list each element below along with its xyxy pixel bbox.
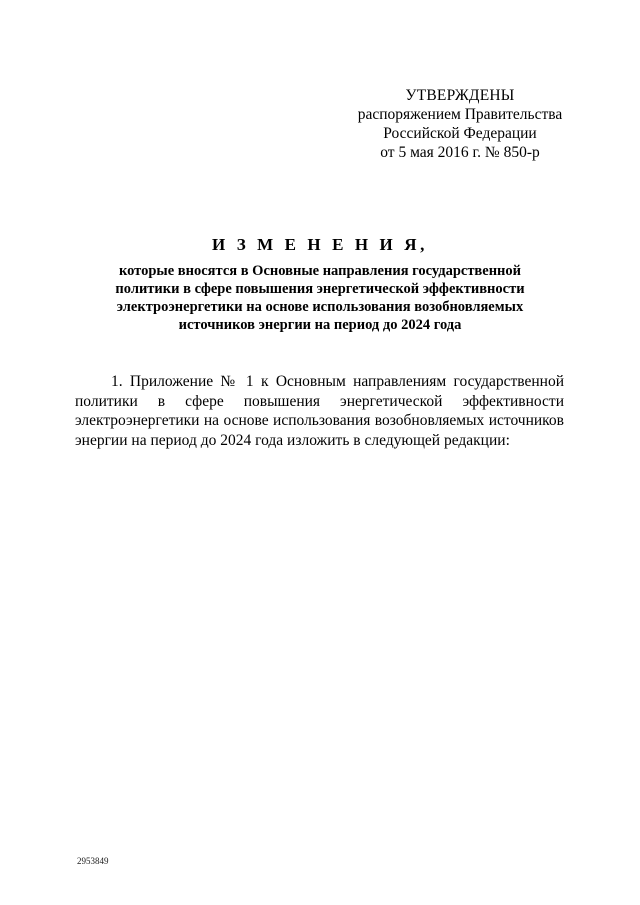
document-title-block [60, 234, 580, 334]
approval-date-number: от 5 мая 2016 г. № 850-р [380, 144, 540, 161]
document-heading: И З М Е Н Е Н И Я, [212, 235, 428, 254]
approval-stamp [352, 86, 568, 162]
approval-country: Российской Федерации [383, 125, 537, 142]
document-subtitle: которые вносятся в Основные направления государственной политики в сфере повышения энергетической эффективности электроэнергетики на основе использования возобновляемых источников энергии на период до 2024 года [115, 263, 525, 333]
approval-authority: распоряжением Правительства [357, 106, 563, 123]
approval-heading: УТВЕРЖДЕНЫ [405, 87, 515, 104]
body-paragraph-1: 1. Приложение № 1 к Основным направлениям государственной политики в сфере повышения энергетической эффективности электроэнергетики на основе использования возобновляемых источников энергии на период до 2024 года изложить в следующей редакции: [75, 373, 564, 449]
document-code: 2953849 [77, 856, 109, 866]
